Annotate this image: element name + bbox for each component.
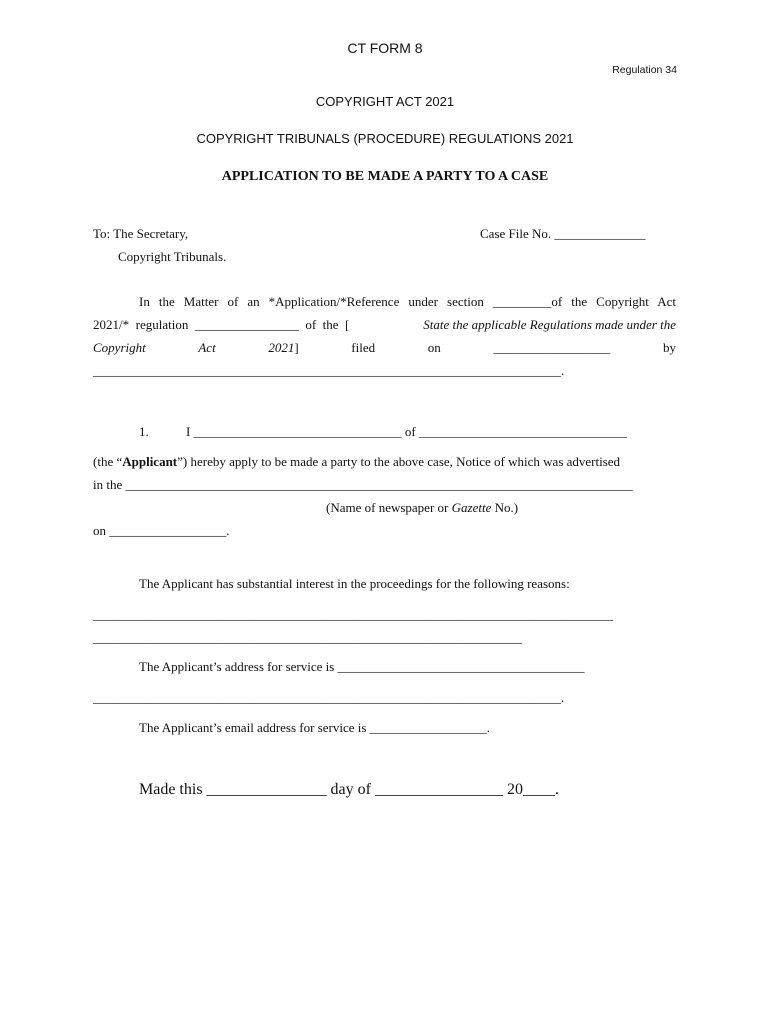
- matter-word-bracket: ]: [294, 340, 299, 355]
- form-title: CT FORM 8: [347, 40, 423, 56]
- newspaper-caption-suffix: No.): [491, 500, 519, 515]
- newspaper-caption-gazette: Gazette: [451, 500, 492, 515]
- matter-word: Copyright: [93, 340, 146, 355]
- form-heading: APPLICATION TO BE MADE A PARTY TO A CASE: [221, 169, 549, 184]
- service-address: The Applicant’s address for service is ______________________________________: [139, 659, 585, 674]
- made-this-line: Made this _______________ day of ________________ 20____.: [139, 781, 559, 798]
- matter-line-3: [93, 340, 676, 356]
- matter-date-blank: __________________: [493, 340, 611, 355]
- matter-word: by: [662, 340, 676, 355]
- matter-word: filed: [351, 340, 376, 355]
- advertised-date-line: on __________________.: [93, 523, 230, 538]
- applicant-name-line: I ________________________________ of ________________________________: [186, 424, 627, 439]
- matter-word: [268, 340, 298, 356]
- matter-line-4: ________________________________________________________________________.: [93, 363, 565, 378]
- matter-line-2: [93, 317, 676, 333]
- regulation-ref: Regulation 34: [612, 64, 677, 76]
- matter-word-year: 2021: [268, 340, 295, 355]
- applicant-term: Applicant: [122, 454, 178, 469]
- matter-line-2-italic: State the applicable Regulations made under the: [423, 317, 676, 332]
- addressee: To: The Secretary,: [93, 226, 189, 241]
- interest-statement: The Applicant has substantial interest in the proceedings for the following reasons:: [139, 576, 570, 591]
- matter-word: on: [427, 340, 441, 355]
- act-title: COPYRIGHT ACT 2021: [315, 94, 455, 109]
- matter-word: Act: [198, 340, 216, 355]
- matter-line-1: In the Matter of an *Application/*Reference under section _________of the Copyright Act: [139, 294, 676, 309]
- service-email: The Applicant’s email address for service is __________________.: [139, 720, 490, 735]
- newspaper-caption-prefix: (Name of newspaper or: [326, 500, 452, 515]
- regulations-title: COPYRIGHT TRIBUNALS (PROCEDURE) REGULATIONS 2021: [196, 131, 574, 146]
- para-number: 1.: [139, 424, 149, 439]
- applicant-statement: [93, 454, 620, 470]
- newspaper-caption: [326, 500, 518, 516]
- matter-line-2-start: 2021/* regulation ________________ of the [: [93, 317, 350, 332]
- applicant-statement-prefix: (the “: [93, 454, 123, 469]
- reasons-blank-1: ________________________________________________________________________________: [93, 607, 613, 622]
- service-address-blank: ________________________________________________________________________.: [93, 690, 565, 705]
- reasons-blank-2: __________________________________________________________________: [93, 630, 522, 645]
- newspaper-line: in the ______________________________________________________________________________: [93, 477, 633, 492]
- addressee-org: Copyright Tribunals.: [118, 249, 227, 264]
- case-file-number: Case File No. ______________: [480, 226, 646, 241]
- applicant-statement-suffix: ”) hereby apply to be made a party to the above case, Notice of which was advertised: [177, 454, 621, 469]
